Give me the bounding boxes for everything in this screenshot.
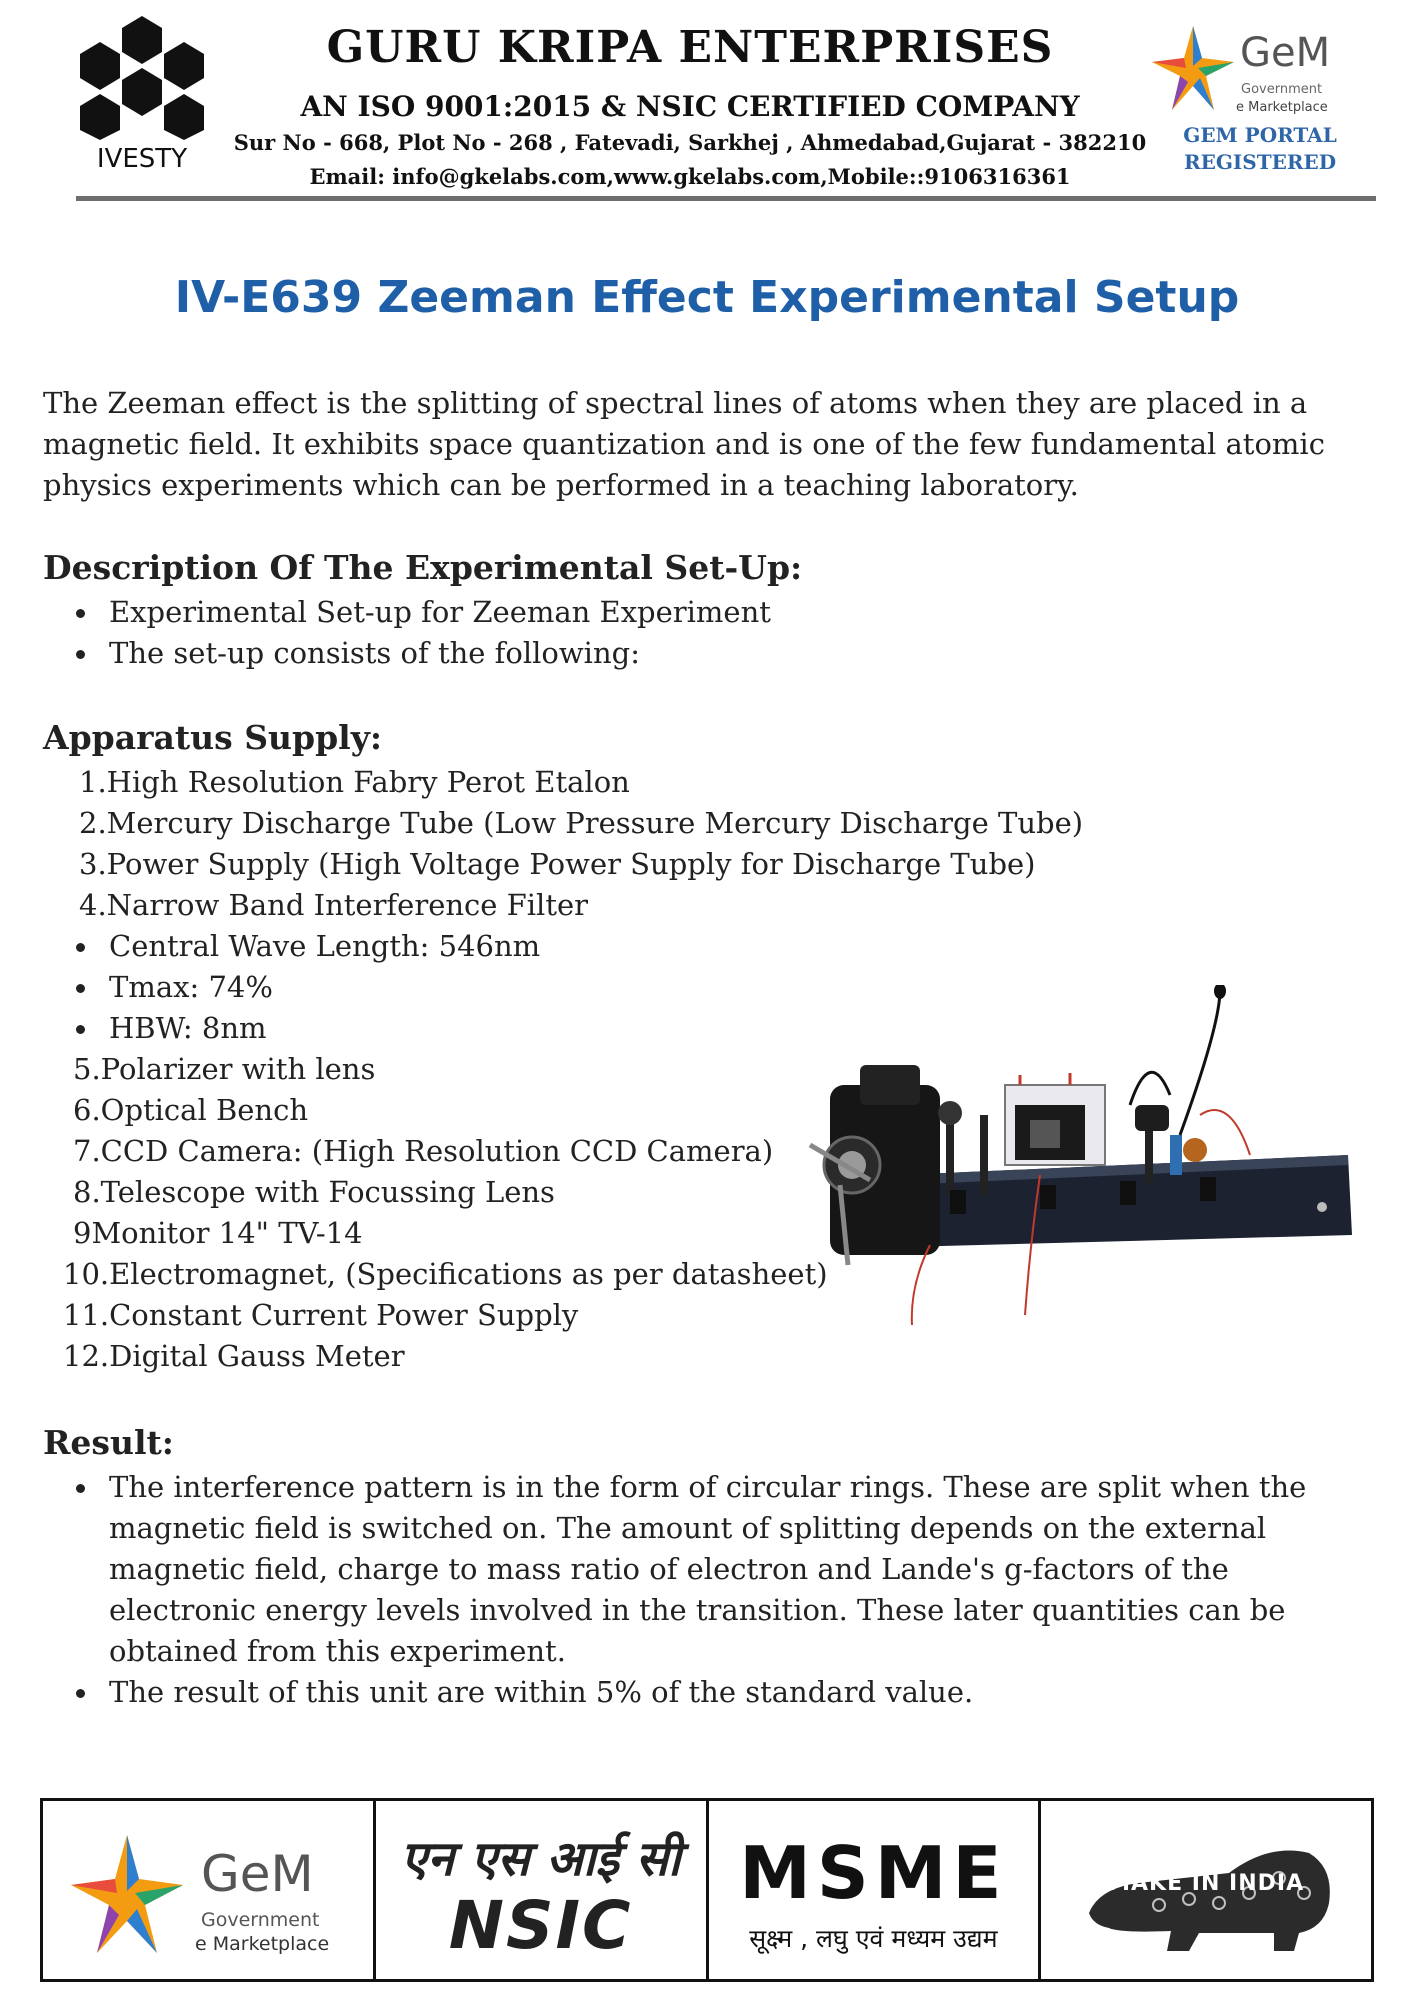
gem-e-marketplace: e Marketplace bbox=[195, 1933, 330, 1955]
description-heading: Description Of The Experimental Set-Up: bbox=[43, 548, 803, 587]
list-item: Experimental Set-up for Zeeman Experiment bbox=[43, 592, 1383, 633]
list-item: 10.Electromagnet, (Specifications as per datasheet) bbox=[63, 1257, 828, 1291]
certification-line: AN ISO 9001:2015 & NSIC CERTIFIED COMPANY bbox=[300, 90, 1080, 123]
make-in-india-text: MAKE IN INDIA bbox=[1108, 1871, 1305, 1896]
gem-star-icon bbox=[67, 1831, 187, 1961]
list-item: 9Monitor 14" TV-14 bbox=[73, 1216, 363, 1250]
gem-logo-header bbox=[1150, 22, 1340, 212]
make-in-india-logo bbox=[1041, 1801, 1371, 1979]
company-address: Sur No - 668, Plot No - 268 , Fatevadi, Sarkhej , Ahmedabad,Gujarat - 382210 bbox=[233, 130, 1147, 155]
list-item: 7.CCD Camera: (High Resolution CCD Camera) bbox=[73, 1134, 774, 1168]
setup-photo bbox=[800, 985, 1360, 1355]
list-item: 3.Power Supply (High Voltage Power Supply for Discharge Tube) bbox=[79, 847, 1036, 881]
msme-logo bbox=[709, 1801, 1042, 1979]
gem-portal-registered bbox=[1170, 122, 1350, 176]
company-name: GURU KRIPA ENTERPRISES bbox=[326, 22, 1054, 73]
msme-hindi: सूक्ष्म , लघु एवं मध्यम उद्यम bbox=[749, 1924, 998, 1953]
header-divider bbox=[76, 196, 1376, 201]
description-list bbox=[43, 592, 1383, 674]
list-item: 2.Mercury Discharge Tube (Low Pressure Mercury Discharge Tube) bbox=[79, 806, 1084, 840]
gem-government: Government bbox=[201, 1909, 320, 1931]
gem-word: GeM bbox=[201, 1845, 314, 1903]
list-item: 1.High Resolution Fabry Perot Etalon bbox=[79, 765, 630, 799]
list-item: The result of this unit are within 5% of the standard value. bbox=[43, 1672, 1383, 1713]
list-item: The interference pattern is in the form of circular rings. These are split when the magnetic field is switched on. The amount of splitting depends on the external magnetic field, charge to mass ratio of electron and Lande's g-factors of the electronic energy levels involved in the transition. These later quantities can be obtained from this experiment. bbox=[43, 1467, 1383, 1672]
gem-word: GeM bbox=[1240, 30, 1331, 76]
ivesty-logo bbox=[78, 12, 206, 172]
nsic-logo bbox=[376, 1801, 709, 1979]
nsic-latin: NSIC bbox=[448, 1887, 633, 1964]
list-item: Central Wave Length: 546nm bbox=[43, 926, 1083, 967]
list-item: Tmax: 74% bbox=[43, 967, 1083, 1008]
list-item: 5.Polarizer with lens bbox=[73, 1052, 376, 1086]
list-item: HBW: 8nm bbox=[43, 1008, 1083, 1049]
msme-word: MSME bbox=[739, 1831, 1008, 1915]
gem-government: Government bbox=[1241, 82, 1323, 97]
ivesty-logo-text: IVESTY bbox=[96, 144, 188, 174]
gem-star-icon bbox=[1150, 22, 1236, 118]
result-list bbox=[43, 1467, 1383, 1713]
list-item: 6.Optical Bench bbox=[73, 1093, 309, 1127]
list-item: 4.Narrow Band Interference Filter bbox=[79, 888, 589, 922]
footer-logos bbox=[40, 1798, 1374, 1982]
gem-e-marketplace: e Marketplace bbox=[1236, 100, 1328, 115]
list-item: The set-up consists of the following: bbox=[43, 633, 1383, 674]
gem-portal-line2: REGISTERED bbox=[1183, 150, 1337, 174]
intro-paragraph: The Zeeman effect is the splitting of spectral lines of atoms when they are placed in a magnetic field. It exhibits space quantization and is one of the few fundamental atomic physics experiments which can be performed in a teaching laboratory. bbox=[43, 386, 1325, 502]
gem-portal-line1: GEM PORTAL bbox=[1183, 123, 1337, 147]
page-title: IV-E639 Zeeman Effect Experimental Setup bbox=[174, 272, 1240, 323]
ivesty-hexagon-icon bbox=[78, 12, 206, 142]
list-item: 12.Digital Gauss Meter bbox=[63, 1339, 405, 1373]
result-heading: Result: bbox=[43, 1423, 174, 1462]
list-item: 11.Constant Current Power Supply bbox=[63, 1298, 579, 1332]
gem-logo-footer bbox=[43, 1801, 376, 1979]
company-contact: Email: info@gkelabs.com,www.gkelabs.com,Mobile::9106316361 bbox=[309, 164, 1071, 189]
apparatus-heading: Apparatus Supply: bbox=[43, 718, 383, 757]
list-item: 8.Telescope with Focussing Lens bbox=[73, 1175, 555, 1209]
nsic-hindi: एन एस आई सी bbox=[400, 1831, 681, 1887]
